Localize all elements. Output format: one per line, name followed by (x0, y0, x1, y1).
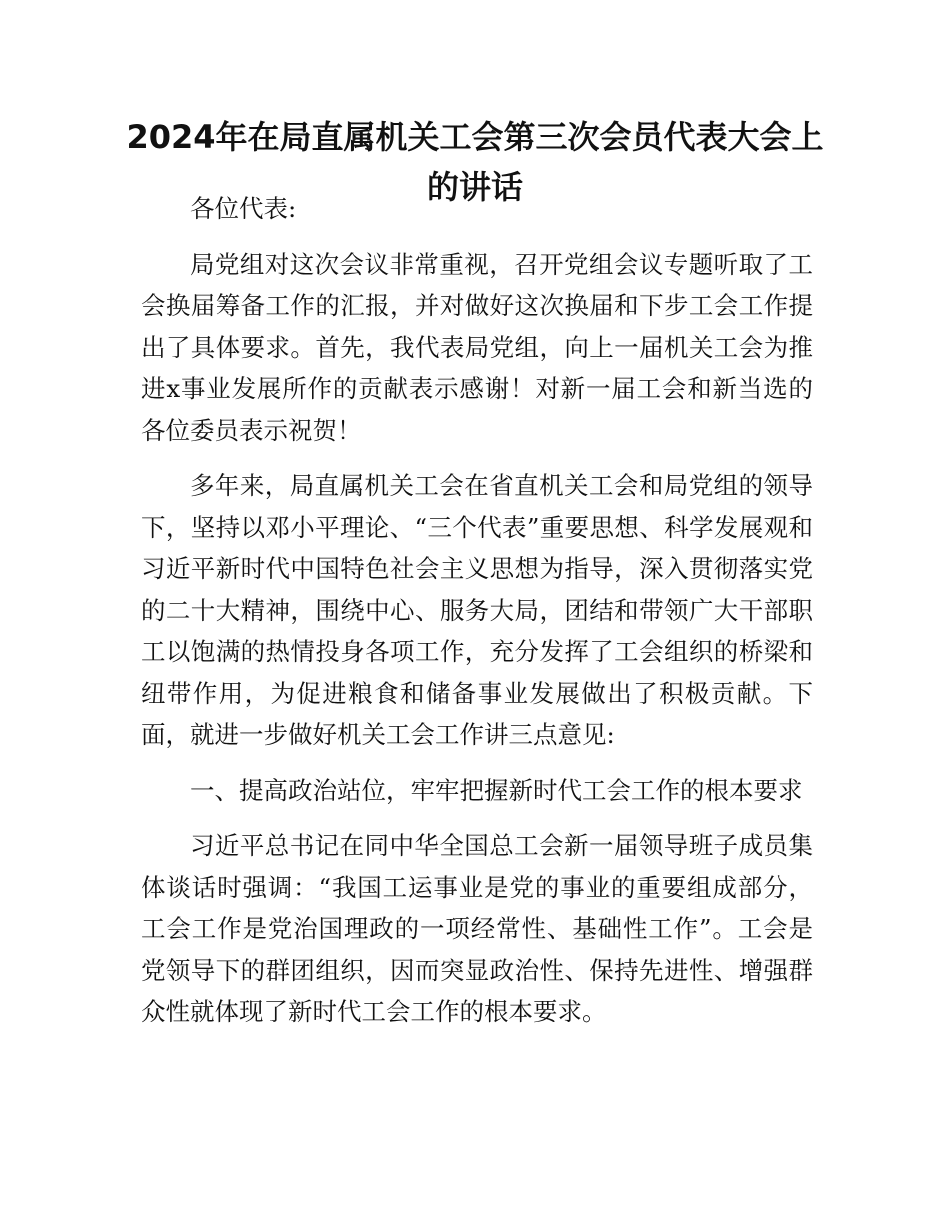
paragraph-review: 多年来，局直属机关工会在省直机关工会和局党组的领导下，坚持以邓小平理论、“三个代表”重要思想、科学发展观和习近平新时代中国特色社会主义思想为指导，深入贯彻落实党的二十大精神，围绕中心、服务大局，团结和带领广大干部职工以饱满的热情投身各项工作，充分发挥了工会组织的桥梁和纽带作用，为促进粮食和储备事业发展做出了积极贡献。下面，就进一步做好机关工会工作讲三点意见: (141, 471, 813, 749)
document-title: 2024年在局直属机关工会第三次会员代表大会上的讲话 (126, 118, 824, 206)
paragraph-thanks: 局党组对这次会议非常重视，召开党组会议专题听取了工会换届筹备工作的汇报，并对做好这次换届和下步工会工作提出了具体要求。首先，我代表局党组，向上一届机关工会为推进x事业发展所作的贡献表示感谢！对新一届工会和新当选的各位委员表示祝贺！ (141, 249, 813, 445)
section-heading-one: 一、提高政治站位，牢牢把握新时代工会工作的根本要求 (190, 775, 803, 805)
section-one-paragraph: 习近平总书记在同中华全国总工会新一届领导班子成员集体谈话时强调：“我国工运事业是党的事业的重要组成部分，工会工作是党治国理政的一项经常性、基础性工作”。工会是党领导下的群团组织，因而突显政治性、保持先进性、增强群众性就体现了新时代工会工作的根本要求。 (141, 831, 813, 1026)
salutation: 各位代表: (190, 194, 297, 223)
document-body (141, 188, 813, 1047)
